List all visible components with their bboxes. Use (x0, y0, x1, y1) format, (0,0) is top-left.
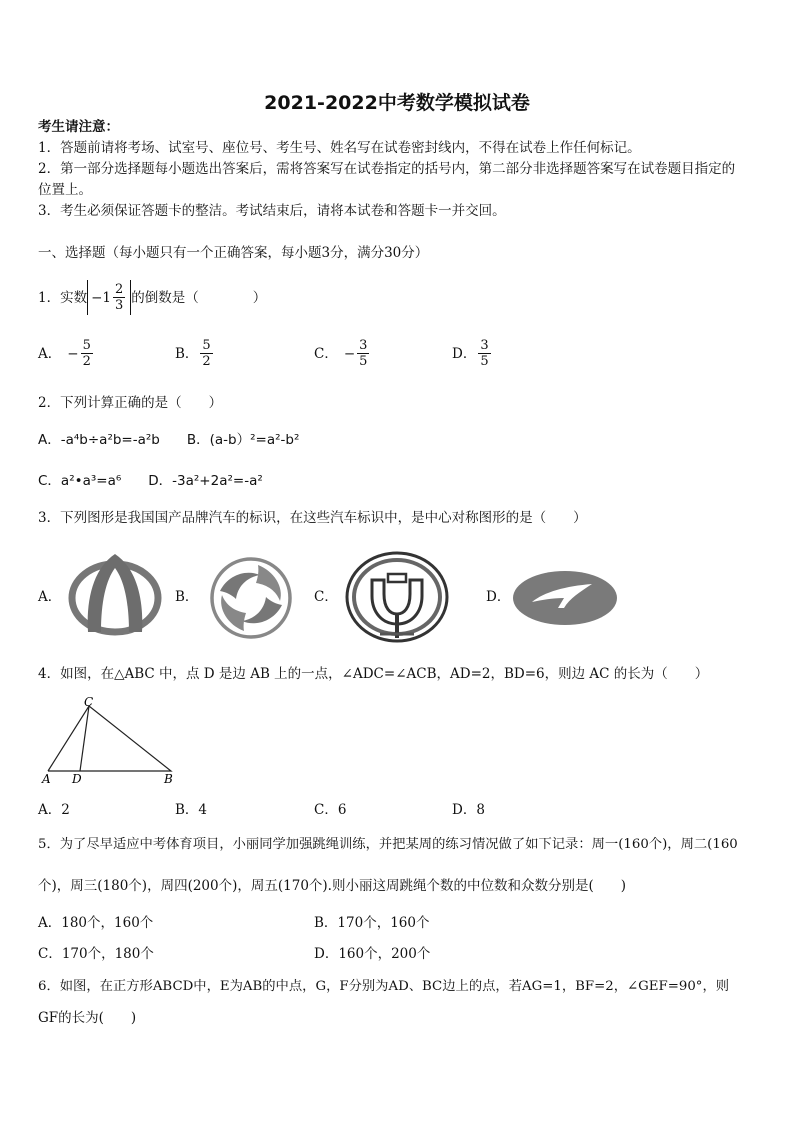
q1-option-d (452, 338, 493, 369)
question-6-line-2: GF的长为( ) (38, 1010, 137, 1026)
point-label-d: D (72, 772, 82, 786)
page-title: 2021-2022中考数学模拟试卷 (264, 92, 530, 114)
option-fraction (357, 338, 369, 369)
q1-abs-sign: −1 (91, 289, 111, 306)
notice-heading: 考生请注意： (38, 119, 119, 135)
q3-option-d-label: D． (486, 589, 511, 605)
section-heading: 一、选择题（每小题只有一个正确答案，每小题3分，满分30分） (38, 245, 429, 261)
point-label-b: B (164, 772, 173, 786)
car-logo-d (510, 568, 620, 628)
q4-option-d: D．8 (452, 802, 485, 818)
q1-prefix: 1．实数 (38, 289, 88, 306)
notice-item-2: 2．第一部分选择题每小题选出答案后，需将答案写在试卷指定的括号内，第二部分非选择题答案写在试卷题目指定的 (38, 161, 736, 177)
q1-suffix: 的倒数是（ ） (131, 289, 267, 306)
question-5-line-1: 5．为了尽早适应中考体育项目，小丽同学加强跳绳训练，并把某周的练习情况做了如下记录：周一(160个)，周二(160 (38, 837, 738, 852)
q5-option-c: C．170个，180个 (38, 946, 154, 962)
q2-options-line-2: C．a²•a³=a⁶ D．-3a²+2a²=-a² (38, 473, 263, 489)
question-6-line-1: 6．如图，在正方形ABCD中，E为AB的中点，G，F分别为AD、BC边上的点，若AG=1，BF=2，∠GEF=90°，则 (38, 979, 730, 994)
question-3-stem: 3．下列图形是我国国产品牌汽车的标识，在这些汽车标识中，是中心对称图形的是（ ） (38, 510, 587, 526)
q2-options-line-1: A．-a⁴b÷a²b=-a²b B．(a-b）²=a²-b² (38, 432, 300, 448)
q3-option-b-label: B． (175, 589, 199, 605)
fraction-denominator: 2 (82, 354, 91, 369)
fraction-numerator: 5 (202, 338, 211, 353)
notice-item-2-cont: 位置上。 (38, 182, 92, 198)
fraction-denominator: 5 (359, 354, 368, 369)
q1-option-b (175, 338, 215, 369)
option-fraction (478, 338, 490, 369)
fraction-numerator: 3 (359, 338, 368, 353)
notice-item-1: 1．答题前请将考场、试室号、座位号、考生号、姓名写在试卷密封线内，不得在试卷上作任何标记。 (38, 140, 641, 156)
fraction-denominator: 5 (480, 354, 489, 369)
q1-option-a (38, 338, 95, 369)
triangle-figure (36, 694, 186, 786)
q1-absolute-value (87, 280, 131, 315)
point-label-a: A (42, 772, 51, 786)
car-logo-a (66, 550, 164, 646)
q4-option-b: B．4 (175, 802, 208, 818)
option-label: C． (314, 345, 338, 362)
question-4-stem: 4．如图，在△ABC 中，点 D 是边 AB 上的一点，∠ADC=∠ACB，AD=2，BD=6，则边 AC 的长为（ ） (38, 666, 709, 682)
q4-option-a: A．2 (38, 802, 70, 818)
option-label: D． (452, 345, 477, 362)
q5-option-a: A．180个，160个 (38, 915, 154, 931)
q1-abs-denominator: 3 (115, 298, 124, 313)
option-label: B． (175, 345, 199, 362)
question-2-stem: 2．下列计算正确的是（ ） (38, 395, 223, 411)
car-logo-c (344, 550, 450, 644)
q3-option-c-label: C． (314, 589, 338, 605)
car-logo-b (208, 555, 294, 641)
q4-option-c: C．6 (314, 802, 347, 818)
question-5-line-2: 个)，周三(180个)，周四(200个)，周五(170个).则小丽这周跳绳个数的中位数和众数分别是( ) (38, 878, 626, 894)
q5-option-b: B．170个，160个 (314, 915, 430, 931)
q1-option-c (314, 338, 371, 369)
question-1-stem (38, 280, 266, 315)
option-fraction (81, 338, 93, 369)
q1-abs-fraction (113, 282, 125, 313)
q5-option-d: D．160个，200个 (314, 946, 431, 962)
option-fraction (200, 338, 212, 369)
option-sign: − (343, 345, 356, 362)
q1-abs-numerator: 2 (115, 282, 124, 297)
point-label-c: C (84, 695, 94, 709)
notice-item-3: 3．考生必须保证答题卡的整洁。考试结束后，请将本试卷和答题卡一并交回。 (38, 203, 506, 219)
fraction-numerator: 5 (82, 338, 91, 353)
option-label: A． (38, 345, 62, 362)
option-sign: − (67, 345, 79, 362)
fraction-denominator: 2 (202, 354, 211, 369)
q3-option-a-label: A． (38, 589, 62, 605)
fraction-numerator: 3 (480, 338, 489, 353)
